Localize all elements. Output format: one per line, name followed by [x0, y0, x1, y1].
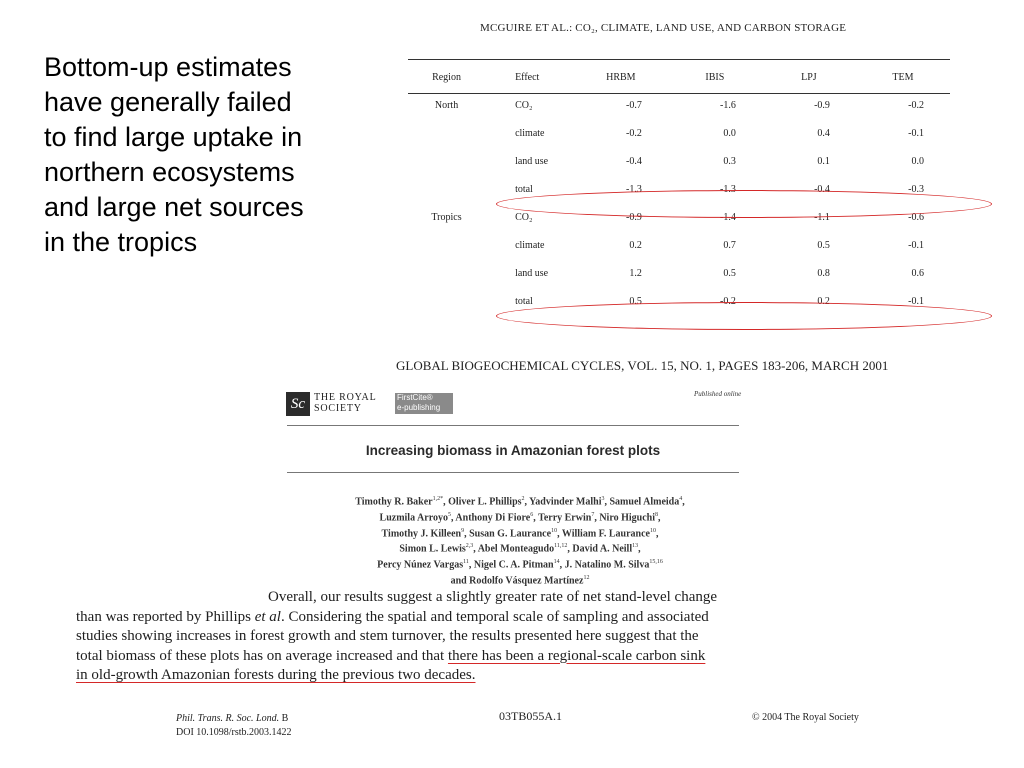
table-top-rule	[408, 59, 950, 60]
region-cell	[408, 147, 485, 175]
region-cell	[408, 231, 485, 259]
effect-cell: land use	[515, 155, 549, 167]
value-cell: 0.5	[723, 267, 736, 279]
royal-society-name: THE ROYAL SOCIETY	[314, 392, 377, 414]
value-cell: 0.0	[723, 127, 736, 139]
summary-line: have generally failed	[44, 87, 292, 117]
value-cell: 0.1	[817, 155, 830, 167]
royal-society-logo: Sc	[286, 392, 310, 416]
author-line: and Rodolfo Vásquez Martínez$^{12}$	[450, 575, 590, 587]
table-row	[408, 91, 950, 119]
region-cell: Tropics	[431, 211, 462, 223]
north-total-highlight	[496, 190, 992, 218]
author-line: Timothy R. Baker$^{1,2*}$, Oliver L. Phillips$^2$, Yadvinder Malhi$^3$, Samuel Almeida$^4$,	[355, 496, 685, 508]
effect-cell: climate	[515, 127, 545, 139]
author-line: Luzmila Arroyo$^5$, Anthony Di Fiore$^6$, Terry Erwin$^7$, Niro Higuchi$^8$,	[379, 511, 661, 524]
summary-line: Bottom-up estimates	[44, 52, 292, 82]
effect-cell: CO₂	[515, 99, 533, 111]
column-header: HRBM	[606, 72, 636, 83]
footer-copyright: © 2004 The Royal Society	[752, 712, 859, 723]
slide-summary-text	[44, 50, 384, 260]
value-cell: -0.7	[626, 99, 642, 111]
value-cell: -0.1	[908, 239, 924, 251]
value-cell: -0.6	[908, 211, 924, 223]
column-header: Effect	[515, 72, 540, 83]
value-cell: -1.6	[720, 99, 736, 111]
value-cell: -1.4	[720, 211, 736, 223]
summary-line: to find large uptake in	[44, 122, 303, 152]
author-line: Timothy J. Killeen$^9$, Susan G. Laurance$^{10}$, William F. Laurance$^{10}$,	[381, 527, 659, 539]
column-header: IBIS	[705, 72, 725, 83]
title-bottom-rule	[287, 472, 739, 473]
value-cell: 0.5	[629, 295, 642, 307]
value-cell: 0.3	[723, 155, 736, 167]
value-cell: 0.8	[817, 267, 830, 279]
author-line: Percy Núnez Vargas$^{11}$, Nigel C. A. Pitman$^{14}$, J. Natalino M. Silva$^{15,16}$	[377, 559, 663, 571]
column-header: Region	[432, 72, 461, 83]
table-row	[408, 147, 950, 175]
region-cell	[408, 175, 485, 203]
summary-line: in the tropics	[44, 227, 198, 257]
value-cell: 0.2	[629, 239, 642, 251]
value-cell: 0.5	[817, 239, 830, 251]
effect-cell: CO₂	[515, 211, 533, 223]
quote-line: Overall, our results suggest a slightly greater rate of net stand-level change	[268, 589, 718, 605]
value-cell: 0.4	[817, 127, 830, 139]
quote-line: in old-growth Amazonian forests during the previous two decades.	[76, 667, 476, 683]
published-online-label: Published online	[694, 390, 742, 398]
value-cell: -0.2	[908, 99, 924, 111]
value-cell: -1.3	[626, 183, 642, 195]
effect-cell: total	[515, 183, 533, 195]
table-row	[408, 119, 950, 147]
value-cell: 0.0	[911, 155, 924, 167]
effect-cell: land use	[515, 267, 549, 279]
value-cell: -1.3	[720, 183, 736, 195]
journal-citation: GLOBAL BIOGEOCHEMICAL CYCLES, VOL. 15, NO. 1, PAGES 183-206, MARCH 2001	[396, 358, 889, 373]
summary-line: and large net sources	[44, 192, 304, 222]
value-cell: -0.4	[814, 183, 830, 195]
region-cell	[408, 287, 485, 315]
value-cell: -0.3	[908, 183, 924, 195]
table-source-header: MCGUIRE ET AL.: CO₂, CLIMATE, LAND USE, AND CARBON STORAGE	[480, 22, 847, 34]
footer-article-code: 03TB055A.1	[499, 709, 562, 723]
value-cell: 0.7	[723, 239, 736, 251]
table-row	[408, 231, 950, 259]
footer-citation: Phil. Trans. R. Soc. Lond. B DOI 10.1098/rstb.2003.1422	[176, 713, 292, 738]
quote-line: than was reported by Phillips et al. Considering the spatial and temporal scale of sampling and associated	[76, 608, 709, 625]
author-list	[270, 493, 770, 588]
effect-cell: total	[515, 295, 533, 307]
value-cell: 1.2	[629, 267, 642, 279]
value-cell: 0.2	[817, 295, 830, 307]
quoted-conclusion	[76, 588, 976, 686]
region-cell	[408, 119, 485, 147]
value-cell: -0.2	[626, 127, 642, 139]
value-cell: -0.1	[908, 127, 924, 139]
table-header-row	[408, 64, 950, 91]
value-cell: -0.9	[814, 99, 830, 111]
title-top-rule	[287, 425, 739, 426]
summary-line: northern ecosystems	[44, 157, 295, 187]
tropics-total-highlight	[496, 302, 992, 330]
value-cell: -1.1	[814, 211, 830, 223]
value-cell: -0.2	[720, 295, 736, 307]
firstcite-badge: FirstCite® e-publishing	[395, 393, 453, 414]
effect-cell: climate	[515, 239, 545, 251]
column-header: LPJ	[801, 72, 817, 83]
paper-title: Increasing biomass in Amazonian forest plots	[365, 443, 661, 458]
quote-line: total biomass of these plots has on average increased and that there has been a regional-scale carbon sink	[76, 647, 706, 664]
quote-line: studies showing increases in forest growth and stem turnover, the results presented here suggest that the	[76, 628, 699, 644]
column-header: TEM	[892, 72, 914, 83]
region-cell: North	[434, 99, 459, 111]
value-cell: -0.4	[626, 155, 642, 167]
value-cell: 0.6	[911, 267, 924, 279]
value-cell: -0.1	[908, 295, 924, 307]
region-cell	[408, 259, 485, 287]
table-row	[408, 259, 950, 287]
value-cell: -0.9	[626, 211, 642, 223]
author-line: Simon L. Lewis$^{2,3}$, Abel Monteagudo$^{11,12}$, David A. Neill$^{13}$,	[399, 543, 641, 555]
